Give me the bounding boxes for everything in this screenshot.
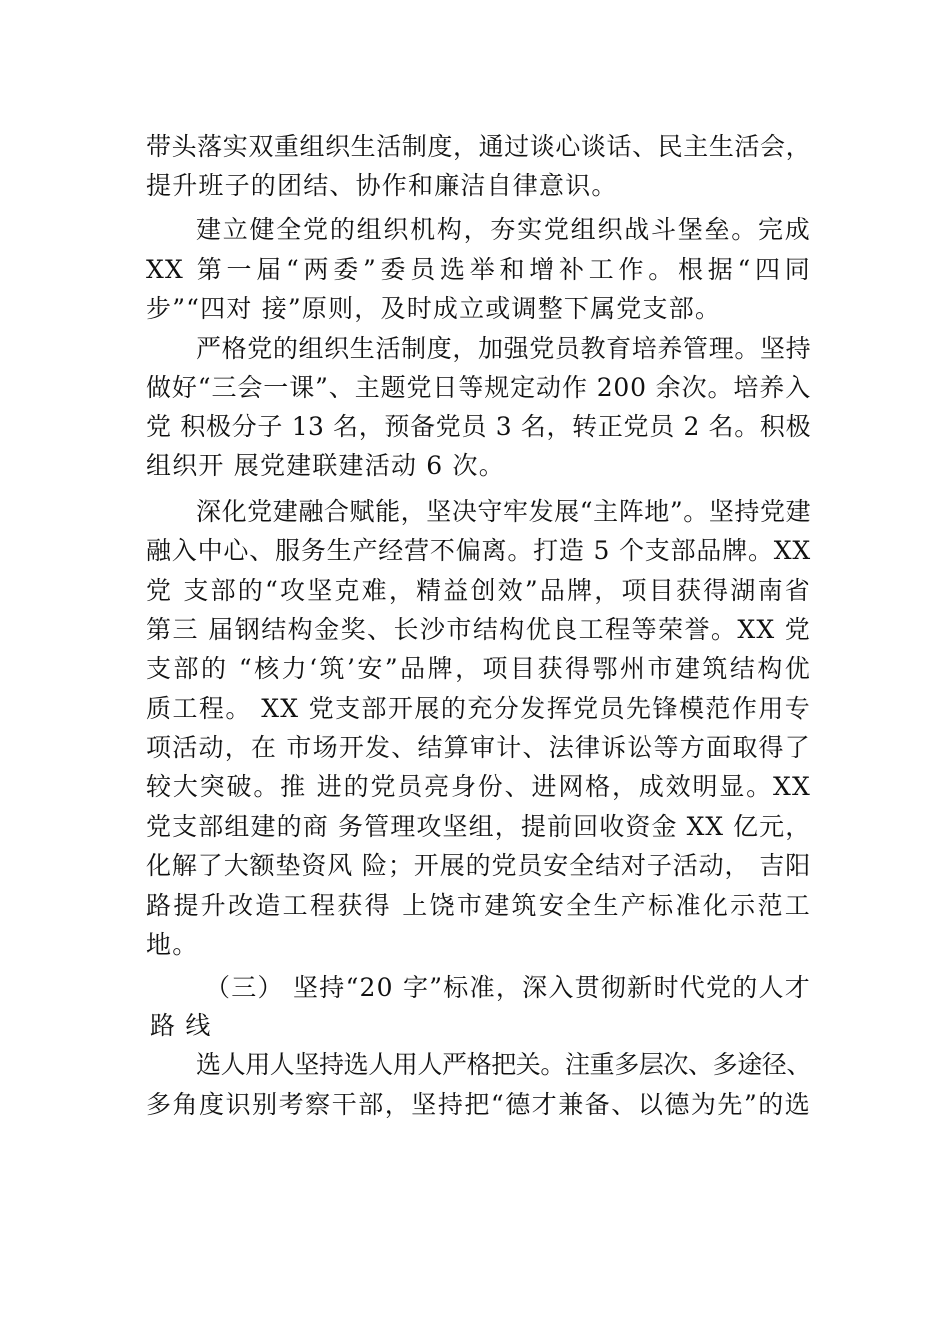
paragraph-line: 党 支部的“攻坚克难，精益创效”品牌，项目获得湖南省 xyxy=(146,576,811,605)
paragraph-line: 提升班子的团结、协作和廉洁自律意识。 xyxy=(146,171,618,200)
paragraph-line: 党支部组建的商 务管理攻坚组，提前回收资金 XX 亿元， xyxy=(146,812,811,841)
paragraph-line: 步”“四对 接”原则，及时成立或调整下属党支部。 xyxy=(146,294,722,323)
section-heading: （三） 坚持“20 字”标准，深入贯彻新时代党的人才 xyxy=(205,973,811,1002)
paragraph-line: 组织开 展党建联建活动 6 次。 xyxy=(146,451,505,480)
paragraph-line: 带头落实双重组织生活制度，通过谈心谈话、民主生活会， xyxy=(146,132,811,161)
paragraph-line: 项活动，在 市场开发、结算审计、法律诉讼等方面取得了 xyxy=(146,733,811,762)
paragraph-line: 多角度识别考察干部，坚持把“德才兼备、以德为先”的选 xyxy=(146,1090,811,1119)
paragraph-line: 建立健全党的组织机构，夯实党组织战斗堡垒。完成 xyxy=(196,215,811,244)
paragraph-line: 支部的 “核力‘筑’安”品牌，项目获得鄂州市建筑结构优 xyxy=(146,654,811,683)
paragraph-line: 化解了大额垫资风 险；开展的党员安全结对子活动， 吉阳 xyxy=(146,851,811,880)
paragraph-line: 选人用人坚持选人用人严格把关。注重多层次、多途径、 xyxy=(196,1050,812,1079)
paragraph-line: 质工程。 XX 党支部开展的充分发挥党员先锋模范作用专 xyxy=(146,694,811,723)
paragraph-line: 地。 xyxy=(146,930,199,959)
section-heading: 路 线 xyxy=(150,1011,212,1040)
paragraph-line: 严格党的组织生活制度，加强党员教育培养管理。坚持 xyxy=(196,334,811,363)
paragraph-line: 做好“三会一课”、主题党日等规定动作 200 余次。培养入 xyxy=(146,373,811,402)
paragraph-line: 路提升改造工程获得 上饶市建筑安全生产标准化示范工 xyxy=(146,891,811,920)
paragraph-line: 党 积极分子 13 名，预备党员 3 名，转正党员 2 名。积极 xyxy=(146,412,811,441)
paragraph-line: 融入中心、服务生产经营不偏离。打造 5 个支部品牌。XX xyxy=(146,536,811,565)
paragraph-line: 深化党建融合赋能，坚决守牢发展“主阵地”。坚持党建 xyxy=(196,497,811,526)
paragraph-line: 较大突破。推 进的党员亮身份、进网格，成效明显。XX xyxy=(146,772,811,801)
paragraph-line: 第三 届钢结构金奖、长沙市结构优良工程等荣誉。XX 党 xyxy=(146,615,811,644)
paragraph-line: XX 第一届“两委”委员选举和增补工作。根据“四同 xyxy=(146,255,811,284)
